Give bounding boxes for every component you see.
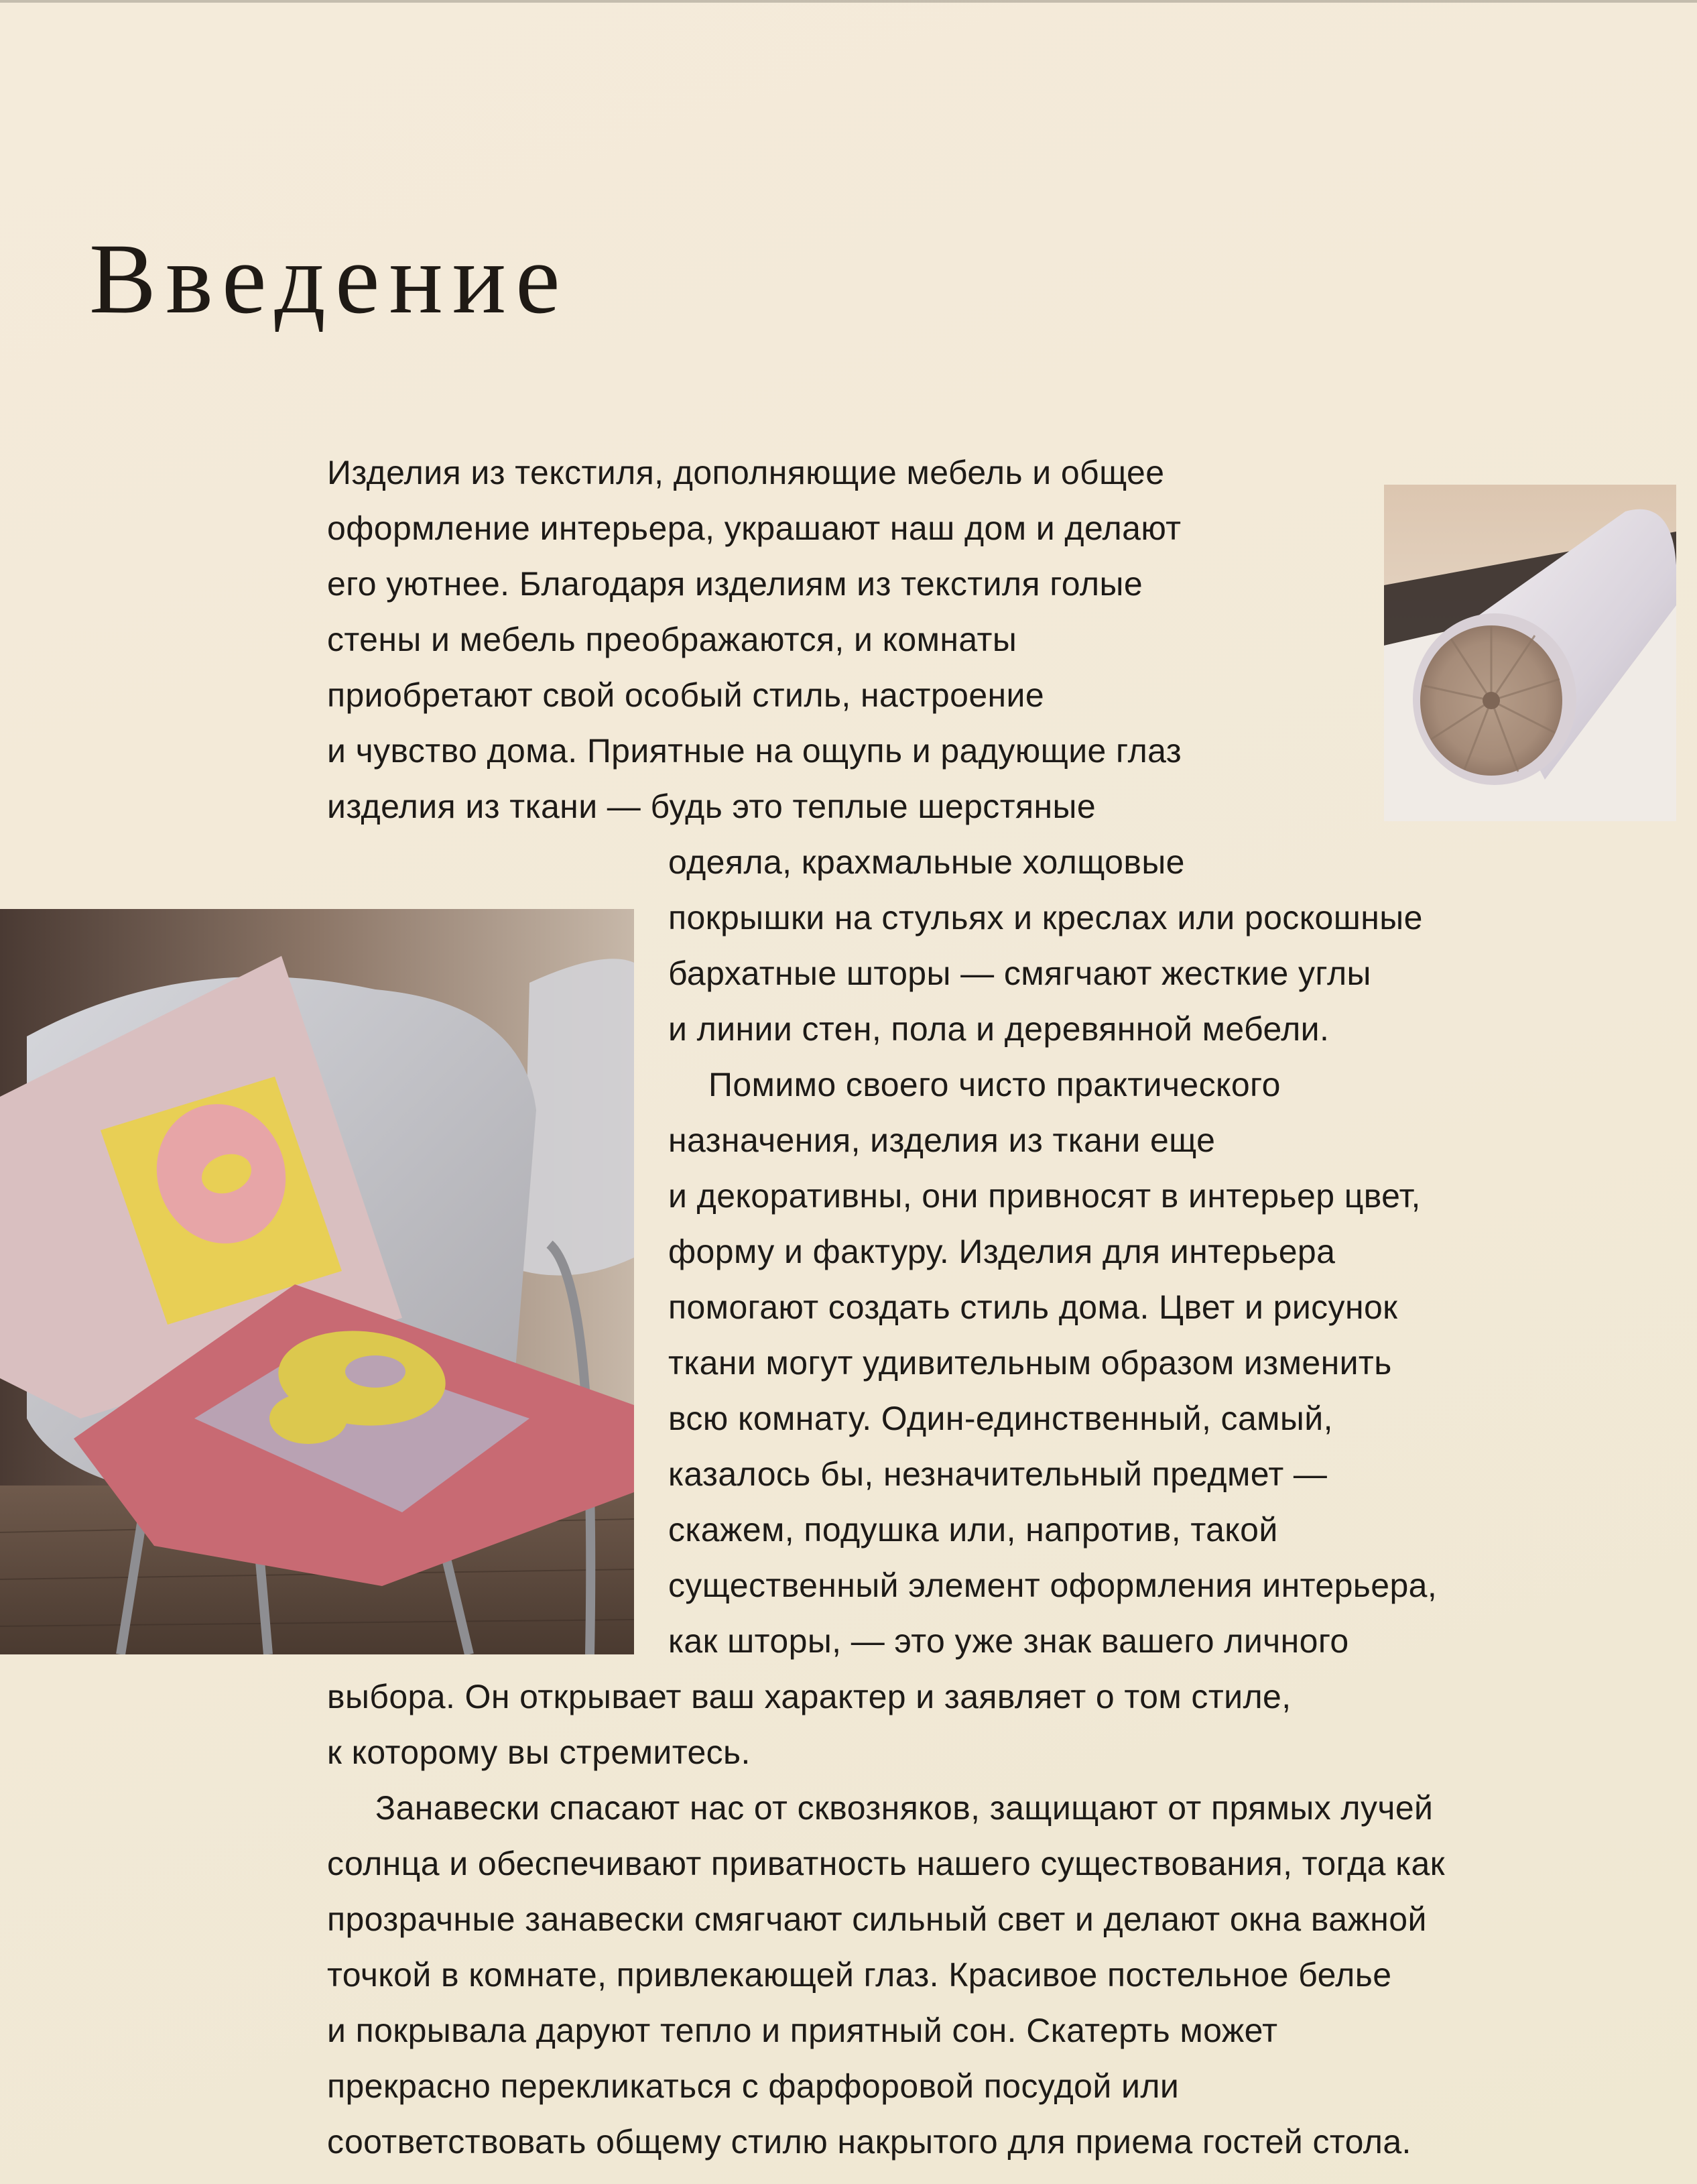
paragraph-line: его уютнее. Благодаря изделиям из текстиля голые bbox=[327, 565, 1143, 603]
paragraph-line: и покрывала даруют тепло и приятный сон. Скатерть может bbox=[327, 2012, 1278, 2049]
paragraph-line: и линии стен, пола и деревянной мебели. bbox=[668, 1010, 1330, 1048]
paragraph-line: Изделия из текстиля, дополняющие мебель и общее bbox=[327, 454, 1165, 491]
top-edge-line bbox=[0, 0, 1697, 3]
paragraph-line: одеяла, крахмальные холщовые bbox=[668, 843, 1185, 881]
paragraph-line: и чувство дома. Приятные на ощупь и радующие глаз bbox=[327, 732, 1182, 770]
bolster-cushion-photo bbox=[1384, 485, 1676, 821]
page-title: Введение bbox=[89, 223, 570, 335]
paragraph-line: бархатные шторы — смягчают жесткие углы bbox=[668, 955, 1371, 992]
paragraph-line: выбора. Он открывает ваш характер и заявляет о том стиле, bbox=[327, 1678, 1292, 1715]
paragraph-line: Занавески спасают нас от сквозняков, защищают от прямых лучей bbox=[375, 1789, 1434, 1827]
paragraph-line: прекрасно перекликаться с фарфоровой посудой или bbox=[327, 2067, 1180, 2105]
paragraph-line: изделия из ткани — будь это теплые шерстяные bbox=[327, 788, 1096, 825]
paragraph-line: солнца и обеспечивают приватность нашего существования, тогда как bbox=[327, 1845, 1445, 1882]
paragraph-line: прозрачные занавески смягчают сильный свет и делают окна важной bbox=[327, 1900, 1427, 1938]
paragraph-line: скажем, подушка или, напротив, такой bbox=[668, 1511, 1278, 1549]
paragraph-line: помогают создать стиль дома. Цвет и рисунок bbox=[668, 1288, 1398, 1326]
paragraph-line: форму и фактуру. Изделия для интерьера bbox=[668, 1233, 1336, 1270]
paragraph-line: существенный элемент оформления интерьера, bbox=[668, 1567, 1438, 1604]
paragraph-line: приобретают свой особый стиль, настроение bbox=[327, 676, 1045, 714]
paragraph-line: ткани могут удивительным образом изменить bbox=[668, 1344, 1392, 1382]
paragraph-line: Помимо своего чисто практического bbox=[708, 1066, 1281, 1103]
paragraph-line: оформление интерьера, украшают наш дом и делают bbox=[327, 509, 1182, 547]
paragraph-line: покрышки на стульях и креслах или роскошные bbox=[668, 899, 1423, 936]
paragraph-line: и декоративны, они привносят в интерьер цвет, bbox=[668, 1177, 1421, 1215]
paragraph-line: к которому вы стремитесь. bbox=[327, 1734, 751, 1771]
paragraph-line: соответствовать общему стилю накрытого для приема гостей стола. bbox=[327, 2123, 1411, 2161]
paragraph-line: стены и мебель преображаются, и комнаты bbox=[327, 621, 1017, 658]
paragraph-line: точкой в комнате, привлекающей глаз. Красивое постельное белье bbox=[327, 1956, 1392, 1994]
paragraph-line: всю комнату. Один-единственный, самый, bbox=[668, 1400, 1333, 1437]
pillows-on-chair-photo bbox=[0, 909, 634, 1654]
paragraph-line: назначения, изделия из ткани еще bbox=[668, 1121, 1216, 1159]
paragraph-line: казалось бы, незначительный предмет — bbox=[668, 1455, 1328, 1493]
paragraph-line: как шторы, — это уже знак вашего личного bbox=[668, 1622, 1349, 1660]
